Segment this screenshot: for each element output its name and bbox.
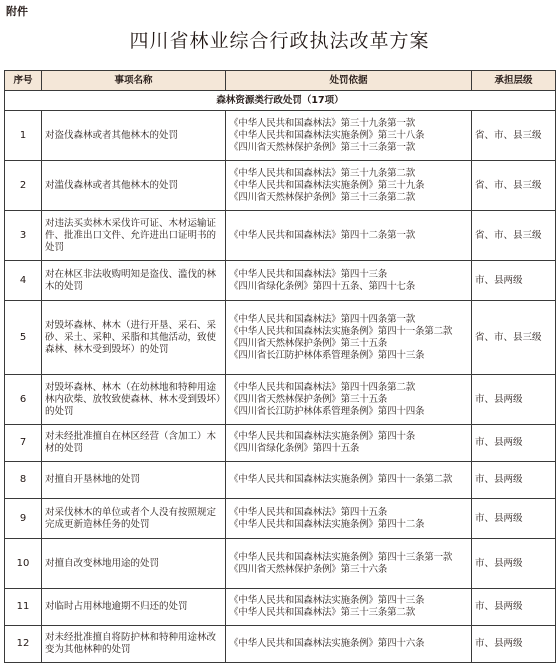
row-number: 2 <box>5 161 42 211</box>
row-penalty-basis <box>226 589 472 626</box>
row-number: 9 <box>5 499 42 539</box>
row-number: 3 <box>5 211 42 261</box>
basis-line: 《中华人民共和国森林法》第三十三条第二款 <box>229 607 416 618</box>
section-row <box>5 91 556 111</box>
table-row <box>5 301 556 375</box>
row-penalty-basis <box>226 161 472 211</box>
row-level: 市、县两级 <box>472 499 556 539</box>
table-row <box>5 539 556 589</box>
table-row <box>5 626 556 663</box>
basis-line: 《四川省长江防护林体系管理条例》第四十四条 <box>229 405 425 417</box>
basis-line: 《中华人民共和国森林法实施条例》第四十条 <box>229 431 416 442</box>
page-title: 四川省林业综合行政执法改革方案 <box>129 30 430 52</box>
basis-line: 《中华人民共和国森林法实施条例》第四十六条 <box>229 638 425 649</box>
basis-line: 《四川省长江防护林体系管理条例》第四十三条 <box>229 349 425 361</box>
row-level: 市、县两级 <box>472 261 556 301</box>
column-header-no: 序号 <box>5 71 42 91</box>
column-header-basis: 处罚依据 <box>226 71 472 91</box>
basis-line: 《四川省绿化条例》第四十五条、第四十七条 <box>229 280 416 292</box>
row-penalty-basis <box>226 462 472 499</box>
basis-line: 《中华人民共和国森林法》第四十四条第一款 <box>229 313 416 325</box>
basis-line: 《中华人民共和国森林法》第四十四条第二款 <box>229 381 416 393</box>
row-number: 7 <box>5 425 42 462</box>
row-level: 省、市、县三级 <box>472 111 556 161</box>
row-penalty-basis <box>226 261 472 301</box>
basis-line: 《中华人民共和国森林法实施条例》第三十九条 <box>229 179 425 191</box>
table-row <box>5 462 556 499</box>
section-title: 森林资源类行政处罚（17项） <box>5 91 556 111</box>
basis-line: 《中华人民共和国森林法实施条例》第四十三条 <box>229 595 425 606</box>
row-penalty-basis <box>226 626 472 663</box>
row-item-name: 对擅自开垦林地的处罚 <box>42 462 226 499</box>
table-row <box>5 161 556 211</box>
row-number: 8 <box>5 462 42 499</box>
penalty-table <box>4 70 556 663</box>
table-row <box>5 375 556 425</box>
row-item-name: 对擅自改变林地用途的处罚 <box>42 539 226 589</box>
basis-line: 《四川省天然林保护条例》第三十三条第二款 <box>229 191 416 203</box>
row-number: 1 <box>5 111 42 161</box>
row-level: 市、县两级 <box>472 375 556 425</box>
row-level: 市、县两级 <box>472 462 556 499</box>
row-number: 11 <box>5 589 42 626</box>
row-penalty-basis <box>226 301 472 375</box>
basis-line: 《中华人民共和国森林法》第四十二条第一款 <box>229 229 416 241</box>
column-header-name: 事项名称 <box>42 71 226 91</box>
table-row <box>5 261 556 301</box>
basis-line: 《中华人民共和国森林法实施条例》第三十八条 <box>229 129 425 141</box>
basis-line: 《四川省绿化条例》第四十五条 <box>229 443 360 454</box>
row-item-name: 对毁坏森林、林木（进行开垦、采石、采砂、采土、采种、采脂和其他活动，致使森林、林木受到毁坏）的处罚 <box>42 301 226 375</box>
basis-line: 《中华人民共和国森林法》第四十五条 <box>229 506 388 518</box>
table-row <box>5 499 556 539</box>
attachment-label: 附件 <box>6 5 28 18</box>
basis-line: 《四川省天然林保护条例》第三十六条 <box>229 563 388 575</box>
row-item-name: 对未经批准擅自将防护林和特种用途林改变为其他林种的处罚 <box>42 626 226 663</box>
row-item-name: 对临时占用林地逾期不归还的处罚 <box>42 589 226 626</box>
row-penalty-basis <box>226 499 472 539</box>
basis-line: 《中华人民共和国森林法实施条例》第四十一条第二款 <box>229 474 453 485</box>
row-number: 12 <box>5 626 42 663</box>
row-item-name: 对采伐林木的单位或者个人没有按照规定完成更新造林任务的处罚 <box>42 499 226 539</box>
row-number: 4 <box>5 261 42 301</box>
row-item-name: 对未经批准擅自在林区经营（含加工）木材的处罚 <box>42 425 226 462</box>
row-item-name: 对违法买卖林木采伐许可证、木材运输证件、批准出口文件、允许进出口证明书的处罚 <box>42 211 226 261</box>
basis-line: 《四川省天然林保护条例》第三十五条 <box>229 337 388 349</box>
basis-line: 《中华人民共和国森林法实施条例》第四十一条第二款 <box>229 325 453 337</box>
column-header-level: 承担层级 <box>472 71 556 91</box>
row-level: 市、县两级 <box>472 539 556 589</box>
basis-line: 《中华人民共和国森林法实施条例》第四十三条第一款 <box>229 551 453 563</box>
basis-line: 《中华人民共和国森林法实施条例》第四十二条 <box>229 518 425 530</box>
table-row <box>5 211 556 261</box>
row-penalty-basis <box>226 111 472 161</box>
row-number: 5 <box>5 301 42 375</box>
table-row <box>5 111 556 161</box>
row-item-name: 对盗伐森林或者其他林木的处罚 <box>42 111 226 161</box>
row-number: 10 <box>5 539 42 589</box>
row-penalty-basis <box>226 375 472 425</box>
table-header-row <box>5 71 556 91</box>
table-row <box>5 589 556 626</box>
table-row <box>5 425 556 462</box>
basis-line: 《中华人民共和国森林法》第三十九条第一款 <box>229 117 416 129</box>
basis-line: 《中华人民共和国森林法》第四十三条 <box>229 268 388 280</box>
row-item-name: 对在林区非法收购明知是盗伐、滥伐的林木的处罚 <box>42 261 226 301</box>
basis-line: 《四川省天然林保护条例》第三十五条 <box>229 393 388 405</box>
row-level: 省、市、县三级 <box>472 161 556 211</box>
row-level: 市、县两级 <box>472 589 556 626</box>
row-penalty-basis <box>226 539 472 589</box>
row-penalty-basis <box>226 425 472 462</box>
row-level: 省、市、县三级 <box>472 211 556 261</box>
row-item-name: 对滥伐森林或者其他林木的处罚 <box>42 161 226 211</box>
row-number: 6 <box>5 375 42 425</box>
row-level: 市、县两级 <box>472 626 556 663</box>
row-item-name: 对毁坏森林、林木（在幼林地和特种用途林内砍柴、放牧致使森林、林木受到毁坏）的处罚 <box>42 375 226 425</box>
basis-line: 《四川省天然林保护条例》第三十三条第一款 <box>229 141 416 153</box>
row-level: 市、县两级 <box>472 425 556 462</box>
basis-line: 《中华人民共和国森林法》第三十九条第二款 <box>229 167 416 179</box>
row-penalty-basis <box>226 211 472 261</box>
row-level: 省、市、县三级 <box>472 301 556 375</box>
